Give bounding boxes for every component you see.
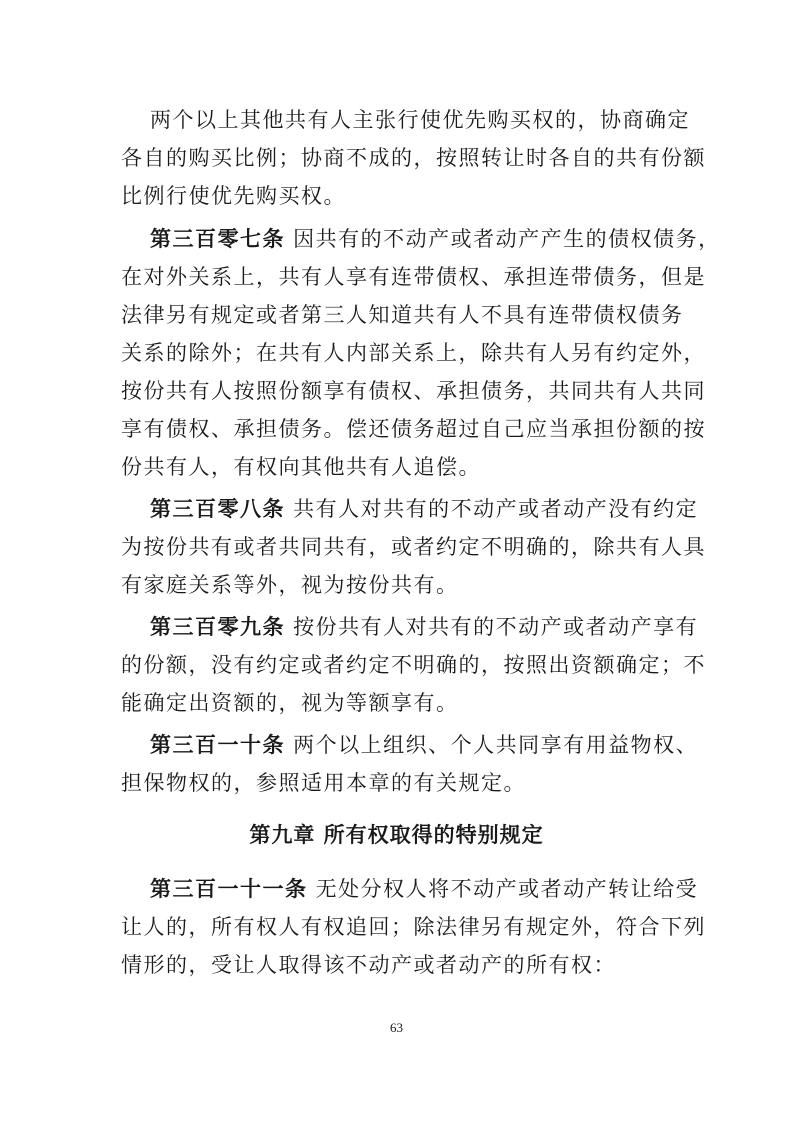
- text-line: 能确定出资额的，视为等额享有。: [121, 691, 459, 715]
- text-line: 在对外关系上，共有人享有连带债权、承担连带债务，但是: [121, 265, 706, 289]
- text-line: 的份额，没有约定或者约定不明确的，按照出资额确定；不: [121, 653, 706, 677]
- text-line: 法律另有规定或者第三人知道共有人不具有连带债权债务: [121, 303, 684, 327]
- chapter-heading: 第九章 所有权取得的特别规定: [249, 822, 544, 847]
- article-number: 第三百零八条: [150, 496, 285, 521]
- text-line: 两个以上组织、个人共同享有用益物权、: [285, 733, 699, 757]
- text-line: 比例行使优先购买权。: [121, 184, 346, 208]
- article-number: 第三百一十一条: [150, 876, 308, 901]
- text-line: 按份共有人对共有的不动产或者动产享有: [285, 615, 699, 639]
- text-line: 份共有人，有权向其他共有人追偿。: [121, 455, 481, 479]
- article-number: 第三百一十条: [150, 732, 285, 757]
- text-line: 让人的，所有权人有权追回；除法律另有规定外，符合下列: [121, 915, 706, 939]
- text-line: 按份共有人按照份额享有债权、承担债务，共同共有人共同: [121, 379, 706, 403]
- article-number: 第三百零九条: [150, 614, 285, 639]
- text-line: 因共有的不动产或者动产产生的债权债务，: [285, 227, 721, 251]
- page-number: 63: [390, 1020, 403, 1035]
- text-line: 情形的，受让人取得该不动产或者动产的所有权：: [121, 953, 616, 977]
- text-line: 为按份共有或者共同共有，或者约定不明确的，除共有人具: [121, 535, 706, 559]
- text-line: 两个以上其他共有人主张行使优先购买权的，协商确定: [150, 108, 690, 132]
- text-line: 担保物权的，参照适用本章的有关规定。: [121, 771, 526, 795]
- text-line: 各自的购买比例；协商不成的，按照转让时各自的共有份额: [121, 146, 706, 170]
- article-311-first-line: [150, 875, 710, 903]
- article-310-first-line: [150, 731, 710, 759]
- text-line: 共有人对共有的不动产或者动产没有约定: [285, 497, 699, 521]
- text-line: 无处分权人将不动产或者动产转让给受: [307, 877, 699, 901]
- text-line: 享有债权、承担债务。偿还债务超过自己应当承担份额的按: [121, 417, 706, 441]
- article-number: 第三百零七条: [150, 226, 285, 251]
- article-308-first-line: [150, 495, 710, 523]
- text-line: 有家庭关系等外，视为按份共有。: [121, 573, 459, 597]
- text-line: 关系的除外；在共有人内部关系上，除共有人另有约定外，: [121, 341, 706, 365]
- article-307-first-line: [150, 225, 721, 253]
- article-309-first-line: [150, 613, 710, 641]
